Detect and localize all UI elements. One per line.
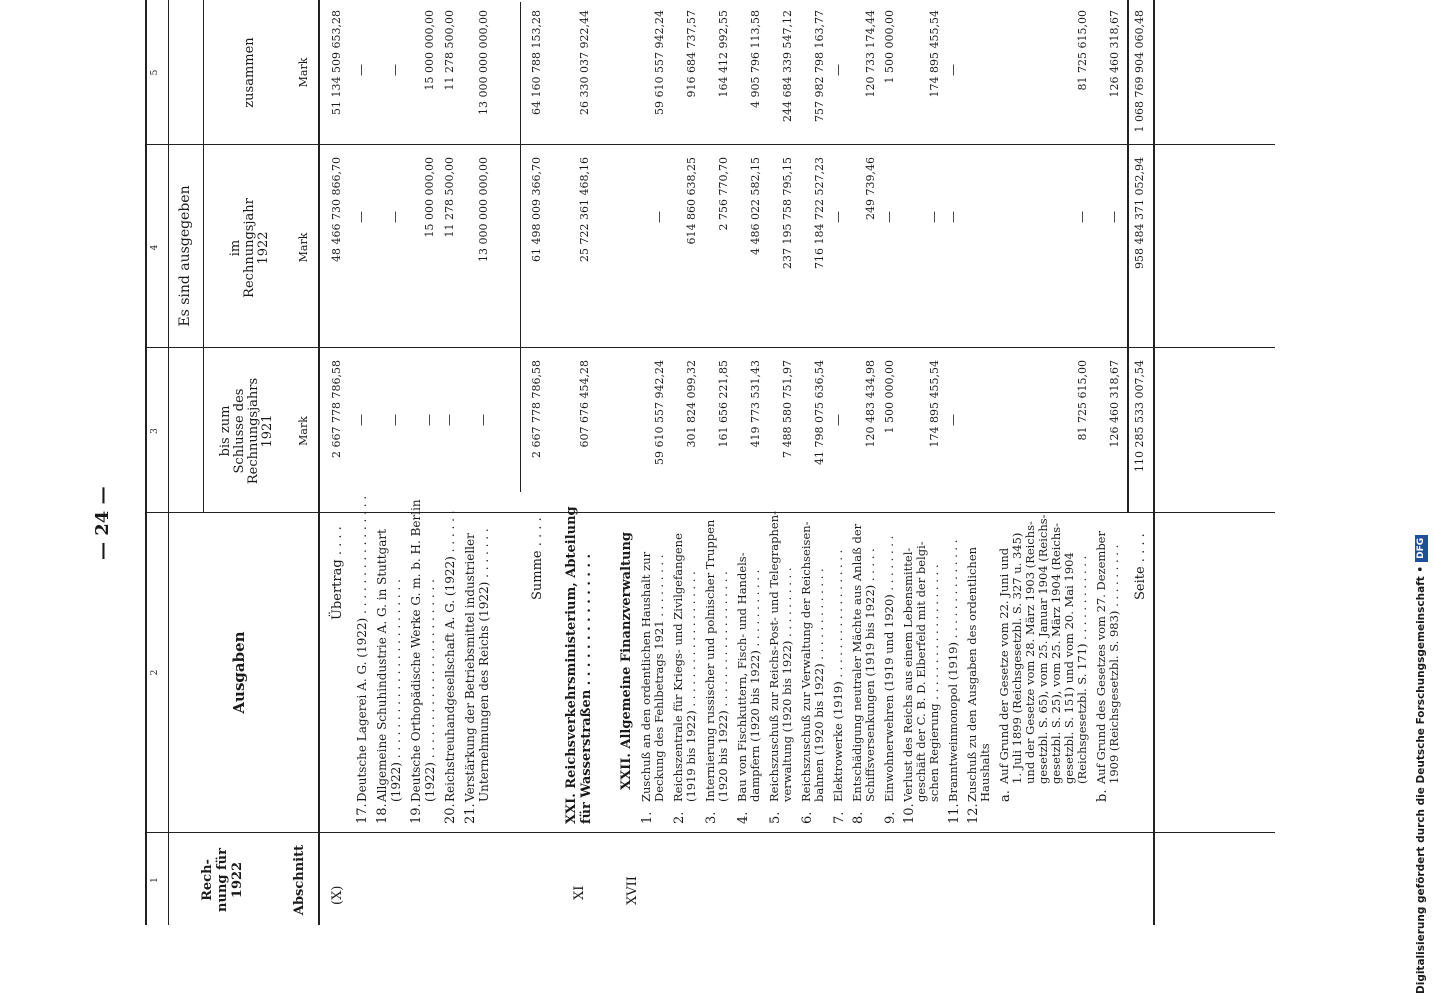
col4-header-line: 1922 xyxy=(256,231,271,265)
col4-header-line: Rechnungsjahr xyxy=(242,198,257,298)
item-text: Verstärkung der Betriebsmittel industrieller xyxy=(463,533,477,802)
sub-a-text: Auf Grund der Gesetze vom 22. Juni und xyxy=(997,547,1011,784)
item-text: Reichstreuhandgesellschaft A. G. (1922) . . . . . . xyxy=(443,510,457,802)
item-v4: 2 756 770,70 xyxy=(717,157,730,231)
item-text: geschäft der C. B. D. Elberfeld mit der belgi- xyxy=(914,541,928,802)
item-text: verwaltung (1920 bis 1922) . . . . . . . . . . xyxy=(780,567,794,802)
col3-header-line: 1921 xyxy=(260,414,275,448)
sub-a-text: gesetzbl. S. 65), vom 25. Januar 1904 (Reichs- xyxy=(1036,514,1050,784)
item-text: Unternehmungen des Reichs (1922) . . . . . . . xyxy=(477,528,491,802)
item-v3: — xyxy=(946,414,960,426)
item-v4: — xyxy=(652,211,666,223)
item-v5: — xyxy=(388,64,402,76)
uebertrag-v5: 51 134 509 653,28 xyxy=(330,10,343,115)
item-v5: 916 684 737,57 xyxy=(685,10,698,98)
item-number: 17. xyxy=(355,803,370,824)
item-v3: 7 488 580 751,97 xyxy=(781,360,794,458)
item-v3: 174 895 455,54 xyxy=(928,360,941,448)
item-v5: 174 895 455,54 xyxy=(928,10,941,98)
item-v5: 13 000 000 000,00 xyxy=(477,10,490,115)
dfg-logo: DFG xyxy=(1415,535,1428,562)
item-text: (1922) . . . . . . . . . . . . . . . . . . . . . . . . xyxy=(389,579,403,802)
seite-rule xyxy=(1127,0,1129,512)
item-v4: 15 000 000,00 xyxy=(423,157,436,238)
column-number: 1 xyxy=(150,877,160,883)
item-number: 12. xyxy=(966,803,981,824)
item-number: 8. xyxy=(851,811,866,824)
column-number: 4 xyxy=(150,244,160,251)
item-number: 10. xyxy=(902,803,917,824)
column-number: 5 xyxy=(150,69,160,76)
section-xxi-v3: 607 676 454,28 xyxy=(578,360,591,448)
seite-v5: 1 068 769 904 060,48 xyxy=(1133,10,1146,133)
item-v4: 237 195 758 795,15 xyxy=(781,157,794,269)
item-number: 9. xyxy=(883,811,898,824)
section-xxi-v5: 26 330 037 922,44 xyxy=(578,10,591,115)
item-v3: — xyxy=(476,414,490,426)
item-v3: — xyxy=(422,414,436,426)
summe-rule xyxy=(520,2,521,492)
item-number: 5. xyxy=(768,811,783,824)
item-v5: 59 610 557 942,24 xyxy=(653,10,666,115)
item-number: 18. xyxy=(375,803,390,824)
header-bottom-rule xyxy=(318,0,320,925)
item-v3: 1 500 000,00 xyxy=(883,360,896,434)
item-v4: — xyxy=(831,211,845,223)
item-text: (1919 bis 1922) . . . . . . . . . . . . . . . . . . . xyxy=(684,571,698,802)
uebertrag-label: Übertrag . . . . xyxy=(330,526,345,620)
item-text: bahnen (1920 bis 1922) . . . . . . . . . . . . . xyxy=(812,568,826,802)
sub-a-label: a. xyxy=(998,790,1013,802)
item-v5: 757 982 798 163,77 xyxy=(813,10,826,122)
item-text: Schiffsversenkungen (1919 bis 1922) . . . . . xyxy=(863,548,877,802)
sub-a-v4: — xyxy=(1075,211,1089,223)
item-text: Deutsche Lagerei A. G. (1922) . . . . . . . . . . . . . . . . xyxy=(355,495,369,802)
section-xxi-title: XXI. Reichsverkehrsministerium, Abteilung xyxy=(564,506,579,824)
col3-header-line: Rechnungsjahrs xyxy=(246,377,261,485)
item-text: Deckung des Fehlbetrags 1921 . . . . . . . . . xyxy=(652,554,666,802)
item-text: Bau von Fischkuttern, Fisch- und Handels- xyxy=(735,552,749,802)
summe-v5: 64 160 788 153,28 xyxy=(530,10,543,115)
item-v5: — xyxy=(354,64,368,76)
sub-a-text: gesetzbl. S. 25), vom 25. März 1904 (Reichs- xyxy=(1049,522,1063,784)
uebertrag-v4: 48 466 730 866,70 xyxy=(330,157,343,262)
sub-a-text: (Reichsgesetzbl. S. 171) . . . . . . . . . . . . xyxy=(1075,555,1089,784)
item-v4: — xyxy=(882,211,896,223)
section-xxi-v4: 25 722 361 468,16 xyxy=(578,157,591,262)
section-xxii-title: XXII. Allgemeine Finanzverwaltung xyxy=(619,531,634,790)
item-number: 1. xyxy=(640,811,655,824)
col3-unit: Mark xyxy=(297,416,310,446)
item-v3: — xyxy=(442,414,456,426)
item-v4: 249 739,46 xyxy=(864,157,877,220)
item-text: Haushalts xyxy=(978,743,992,802)
sub-b-v3: 126 460 318,67 xyxy=(1108,360,1121,448)
item-text: Zuschuß zu den Ausgaben des ordentlichen xyxy=(965,546,979,802)
item-v5: 11 278 500,00 xyxy=(443,10,456,91)
item-text: Elektrowerke (1919) . . . . . . . . . . . . . . . . . . xyxy=(831,549,845,802)
abschnitt-xvii: XVII xyxy=(625,876,640,905)
digitization-credit xyxy=(1408,6,1434,994)
col5-unit: Mark xyxy=(297,57,310,88)
item-v4: 11 278 500,00 xyxy=(443,157,456,238)
col1-header-line3: 1922 xyxy=(230,861,245,899)
item-text: Deutsche Orthopädische Werke G. m. b. H. Berlin xyxy=(409,499,423,802)
item-v4: — xyxy=(946,211,960,223)
column-divider xyxy=(145,512,1275,513)
group-header: Es sind ausgegeben xyxy=(177,185,193,327)
col2-header: Ausgaben xyxy=(230,631,248,714)
item-v4: 13 000 000 000,00 xyxy=(477,157,490,262)
column-divider xyxy=(145,144,1275,145)
col1-header-line2: nung für xyxy=(215,848,230,912)
item-v4: 4 486 022 582,15 xyxy=(749,157,762,255)
sub-b-v4: — xyxy=(1107,211,1121,223)
col3-header-line: bis zum xyxy=(218,405,233,457)
item-v3: 120 483 434,98 xyxy=(864,360,877,448)
seite-v3: 110 285 533 007,54 xyxy=(1133,360,1146,472)
sub-b-text: 1909 (Reichsgesetzbl. S. 983) . . . . . . . . . xyxy=(1107,544,1121,784)
item-v5: 15 000 000,00 xyxy=(423,10,436,91)
item-v5: 1 500 000,00 xyxy=(883,10,896,84)
col4-unit: Mark xyxy=(297,232,310,263)
item-v5: — xyxy=(831,64,845,76)
seite-v4: 958 484 371 052,94 xyxy=(1133,157,1146,269)
sub-a-text: gesetzbl. S. 151) und vom 20. Mai 1904 xyxy=(1062,552,1076,784)
item-number: 2. xyxy=(672,811,687,824)
abschnitt-xi: XI xyxy=(572,885,587,900)
column-number: 3 xyxy=(150,428,160,434)
page-number: — 24 — xyxy=(92,486,113,560)
item-text: (1922) . . . . . . . . . . . . . . . . . . . . . . . . xyxy=(423,579,437,802)
column-number: 2 xyxy=(150,669,160,676)
item-v3: 161 656 221,85 xyxy=(717,360,730,448)
top-rule xyxy=(145,0,147,925)
item-number: 4. xyxy=(736,811,751,824)
col3-header-line: Schlusse des xyxy=(232,388,247,474)
column-divider xyxy=(145,347,1275,348)
col1-subheader: Abschnitt xyxy=(292,844,307,916)
summe-label: Summe . . . . xyxy=(530,517,545,600)
item-number: 3. xyxy=(704,811,719,824)
col5-header: zusammen xyxy=(242,37,257,108)
sub-b-v5: 126 460 318,67 xyxy=(1108,10,1121,98)
item-v5: 4 905 796 113,58 xyxy=(749,10,762,108)
item-text: dampfern (1920 bis 1922) . . . . . . . . . . . xyxy=(748,569,762,802)
item-v3: 59 610 557 942,24 xyxy=(653,360,666,465)
item-text: Branntweinmonopol (1919) . . . . . . . . . . . . . . xyxy=(946,539,960,802)
item-text: Reichszentrale für Kriegs- und Zivilgefangene xyxy=(671,533,685,802)
item-text: Verlust des Reichs aus einem Lebensmittel- xyxy=(901,547,915,802)
credit-text: Digitalisierung gefördert durch die Deutsche Forschungsgemeinschaft • xyxy=(1415,565,1427,994)
item-v3: — xyxy=(831,414,845,426)
sub-a-v5: 81 725 615,00 xyxy=(1076,10,1089,91)
sub-a-text: 1. Juli 1899 (Reichsgesetzbl. S. 327 u. 345) xyxy=(1010,532,1024,784)
item-number: 7. xyxy=(832,811,847,824)
item-number: 21. xyxy=(463,803,478,824)
item-number: 6. xyxy=(800,811,815,824)
item-text: schen Regierung . . . . . . . . . . . . . . . . . . . xyxy=(927,564,941,802)
item-number: 20. xyxy=(443,803,458,824)
sub-b-label: b. xyxy=(1095,789,1110,802)
bottom-rule xyxy=(1153,0,1155,925)
item-v3: — xyxy=(388,414,402,426)
item-v4: 716 184 722 527,23 xyxy=(813,157,826,269)
item-number: 19. xyxy=(409,803,424,824)
item-text: Einwohnerwehren (1919 und 1920) . . . . . . . . xyxy=(882,535,896,802)
item-text: Reichszuschuß zur Reichs-Post- und Telegraphen- xyxy=(767,511,781,802)
item-v5: 164 412 992,55 xyxy=(717,10,730,98)
item-v4: 614 860 638,25 xyxy=(685,157,698,245)
item-v3: — xyxy=(354,414,368,426)
item-text: Entschädigung neutraler Mächte aus Anlaß der xyxy=(850,523,864,802)
item-v3: 301 824 099,32 xyxy=(685,360,698,448)
group-rule xyxy=(203,0,204,512)
item-v4: — xyxy=(927,211,941,223)
item-v5: 120 733 174,44 xyxy=(864,10,877,98)
top-rule-2 xyxy=(168,0,169,925)
item-text: Zuschuß an den ordentlichen Haushalt zur xyxy=(639,551,653,802)
item-number: 11. xyxy=(947,803,962,824)
item-v4: — xyxy=(388,211,402,223)
summe-v4: 61 498 009 366,70 xyxy=(530,157,543,262)
item-v3: 41 798 075 636,54 xyxy=(813,360,826,465)
col4-header-line: im xyxy=(228,239,243,257)
item-v5: — xyxy=(946,64,960,76)
sub-a-text: und der Gesetze vom 28. März 1903 (Reichs- xyxy=(1023,521,1037,784)
item-text: Reichszuschuß zur Verwaltung der Reichseisen- xyxy=(799,521,813,802)
item-v4: — xyxy=(354,211,368,223)
item-text: Internierung russischer und polnischer Truppen xyxy=(703,519,717,802)
col1-header-line1: Rech- xyxy=(200,859,215,901)
uebertrag-v3: 2 667 778 786,58 xyxy=(330,360,343,458)
abschnitt-label: (X) xyxy=(330,885,345,905)
section-xxi-title: für Wasserstraßen . . . . . . . . . . . . . . . xyxy=(579,553,594,824)
column-divider xyxy=(145,832,1275,833)
seite-label: Seite . . . . xyxy=(1133,533,1148,600)
sub-a-v3: 81 725 615,00 xyxy=(1076,360,1089,441)
summe-v3: 2 667 778 786,58 xyxy=(530,360,543,458)
item-text: (1920 bis 1922) . . . . . . . . . . . . . . . . . . . xyxy=(716,571,730,802)
item-v5: 244 684 339 547,12 xyxy=(781,10,794,122)
item-v3: 419 773 531,43 xyxy=(749,360,762,448)
item-text: Allgemeine Schuhindustrie A. G. in Stuttgart xyxy=(375,529,389,802)
sub-b-text: Auf Grund des Gesetzes vom 27. Dezember xyxy=(1094,531,1108,784)
